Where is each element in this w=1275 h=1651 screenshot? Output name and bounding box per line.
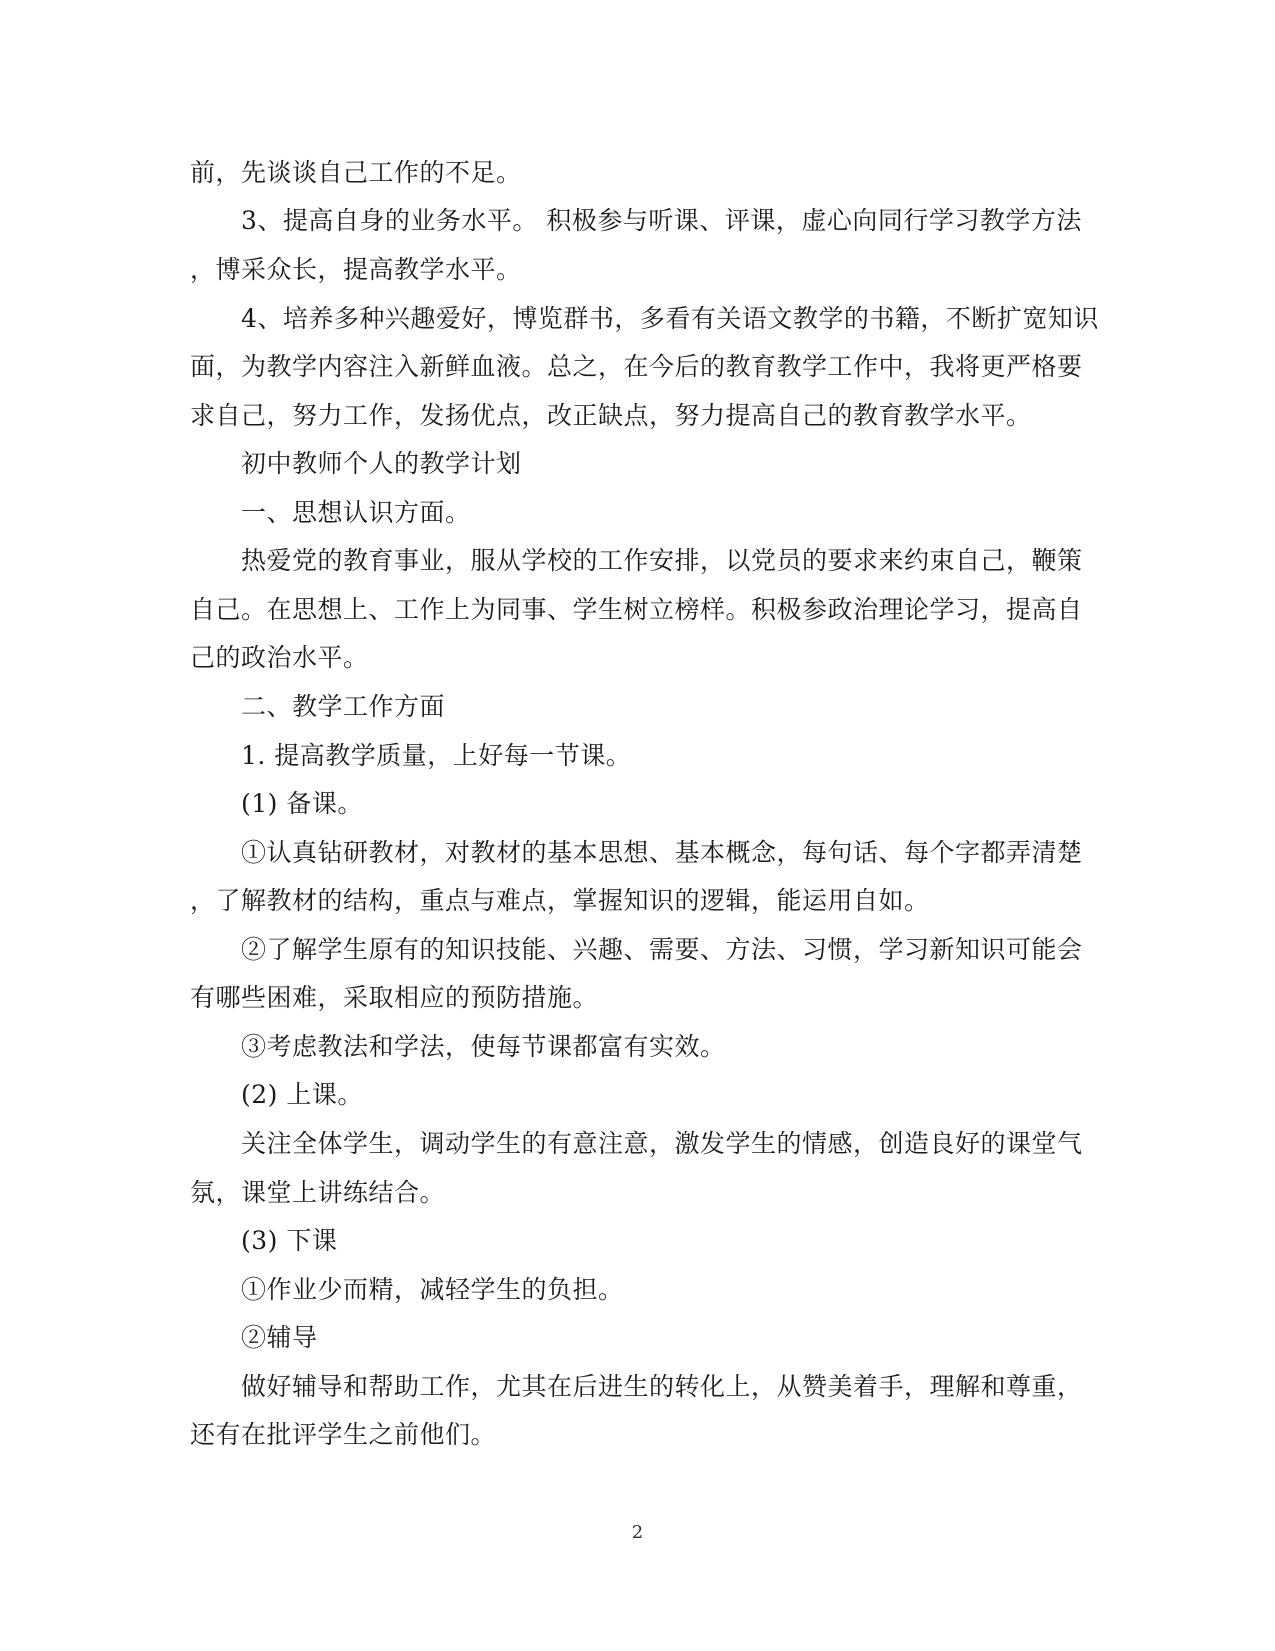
- text-line: 1. 提高教学质量，上好每一节课。: [241, 741, 632, 770]
- section-heading: 初中教师个人的教学计划: [241, 449, 522, 478]
- text-line: ②辅导: [241, 1323, 318, 1352]
- text-line: 前，先谈谈自己工作的不足。: [190, 158, 522, 187]
- text-line: ①作业少而精，减轻学生的负担。: [241, 1275, 624, 1304]
- section-heading: 一、思想认识方面。: [241, 498, 471, 527]
- text-line: ，了解教材的结构，重点与难点，掌握知识的逻辑，能运用自如。: [190, 886, 930, 915]
- text-line: 己的政治水平。: [190, 643, 369, 672]
- text-line: 还有在批评学生之前他们。: [190, 1420, 497, 1449]
- text-line: ③考虑教法和学法，使每节课都富有实效。: [241, 1032, 726, 1061]
- text-line: (2) 上课。: [241, 1080, 363, 1109]
- text-line: 关注全体学生，调动学生的有意注意，激发学生的情感，创造良好的课堂气: [241, 1129, 1083, 1158]
- text-line: 3、提高自身的业务水平。 积极参与听课、评课，虚心向同行学习教学方法: [241, 206, 1082, 235]
- text-line: 氛，课堂上讲练结合。: [190, 1178, 446, 1207]
- text-line: 热爱党的教育事业，服从学校的工作安排，以党员的要求来约束自己，鞭策: [241, 546, 1083, 575]
- text-line: 自己。在思想上、工作上为同事、学生树立榜样。积极参政治理论学习，提高自: [190, 595, 1083, 624]
- text-line: (1) 备课。: [241, 789, 363, 818]
- text-line: 4、培养多种兴趣爱好，博览群书，多看有关语文教学的书籍，不断扩宽知识: [241, 304, 1099, 333]
- section-heading: 二、教学工作方面: [241, 692, 446, 721]
- text-line: 做好辅导和帮助工作，尤其在后进生的转化上，从赞美着手，理解和尊重，: [241, 1372, 1083, 1401]
- text-line: 求自己，努力工作，发扬优点，改正缺点，努力提高自己的教育教学水平。: [190, 401, 1032, 430]
- text-line: ，博采众长，提高教学水平。: [190, 255, 522, 284]
- text-line: 有哪些困难，采取相应的预防措施。: [190, 983, 599, 1012]
- text-line: ①认真钻研教材，对教材的基本思想、基本概念，每句话、每个字都弄清楚: [241, 838, 1083, 867]
- text-line: (3) 下课: [241, 1226, 338, 1255]
- text-line: ②了解学生原有的知识技能、兴趣、需要、方法、习惯，学习新知识可能会: [241, 935, 1083, 964]
- text-line: 面，为教学内容注入新鲜血液。总之，在今后的教育教学工作中，我将更严格要: [190, 352, 1083, 381]
- page-number: 2: [631, 1522, 644, 1543]
